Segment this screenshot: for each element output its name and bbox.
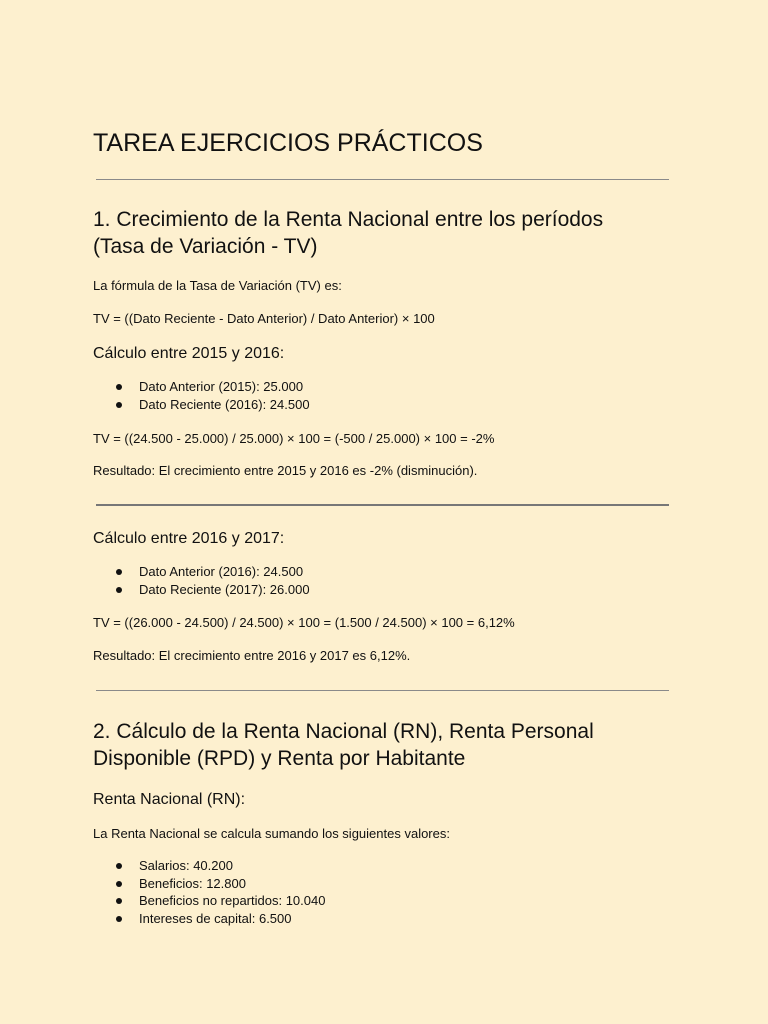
calc-2016-2017-result: Resultado: El crecimiento entre 2016 y 2017 es 6,12%. [93,648,411,663]
list-item [116,857,325,875]
bullet-icon [116,916,122,922]
formula: TV = ((Dato Reciente - Dato Anterior) / Dato Anterior) × 100 [93,311,435,326]
calc-2016-2017-list [116,563,310,598]
calc-2015-2016-heading: Cálculo entre 2015 y 2016: [93,345,285,362]
bullet-icon [116,881,122,887]
bullet-icon [116,587,122,593]
bullet-icon [116,898,122,904]
list-item-text: Dato Reciente (2017): 26.000 [139,581,310,597]
calc-2015-2016-result: Resultado: El crecimiento entre 2015 y 2016 es -2% (disminución). [93,463,478,478]
list-item-text: Dato Anterior (2015): 25.000 [139,379,304,394]
list-item-text: Beneficios: 12.800 [139,875,246,891]
calc-2015-2016-list [116,378,310,413]
list-item [116,396,310,414]
list-item [116,892,325,910]
section2-heading [93,718,594,772]
list-item-text: Dato Anterior (2016): 24.500 [139,564,304,579]
bullet-icon [116,569,122,575]
list-item [116,875,325,893]
calc-2016-2017-computation: TV = ((26.000 - 24.500) / 24.500) × 100 = (1.500 / 24.500) × 100 = 6,12% [93,615,515,630]
formula-intro: La fórmula de la Tasa de Variación (TV) es: [93,278,342,293]
list-item [116,563,310,581]
bullet-icon [116,384,122,390]
list-item [116,581,310,599]
renta-nacional-subheading: Renta Nacional (RN): [93,791,246,808]
list-item-text: Dato Reciente (2016): 24.500 [139,396,310,412]
divider [96,690,669,691]
list-item-text: Salarios: 40.200 [139,858,233,873]
list-item-text: Beneficios no repartidos: 10.040 [139,893,326,908]
section1-heading [93,206,603,260]
renta-nacional-intro: La Renta Nacional se calcula sumando los siguientes valores: [93,826,450,841]
bullet-icon [116,402,122,408]
section1-heading-line1: 1. Crecimiento de la Renta Nacional entre los períodos [93,208,604,231]
list-item-text: Intereses de capital: 6.500 [139,910,292,926]
calc-2015-2016-computation: TV = ((24.500 - 25.000) / 25.000) × 100 = (-500 / 25.000) × 100 = -2% [93,431,495,446]
renta-nacional-list [116,857,325,927]
divider [96,504,669,506]
list-item [116,910,325,928]
document-title: TAREA EJERCICIOS PRÁCTICOS [93,129,483,157]
section2-heading-line1: 2. Cálculo de la Renta Nacional (RN), Renta Personal [93,720,594,743]
calc-2016-2017-heading: Cálculo entre 2016 y 2017: [93,530,285,547]
bullet-icon [116,863,122,869]
section1-heading-line2: (Tasa de Variación - TV) [93,235,318,258]
divider [96,179,669,180]
list-item [116,378,310,396]
section2-heading-line2: Disponible (RPD) y Renta por Habitante [93,747,466,770]
